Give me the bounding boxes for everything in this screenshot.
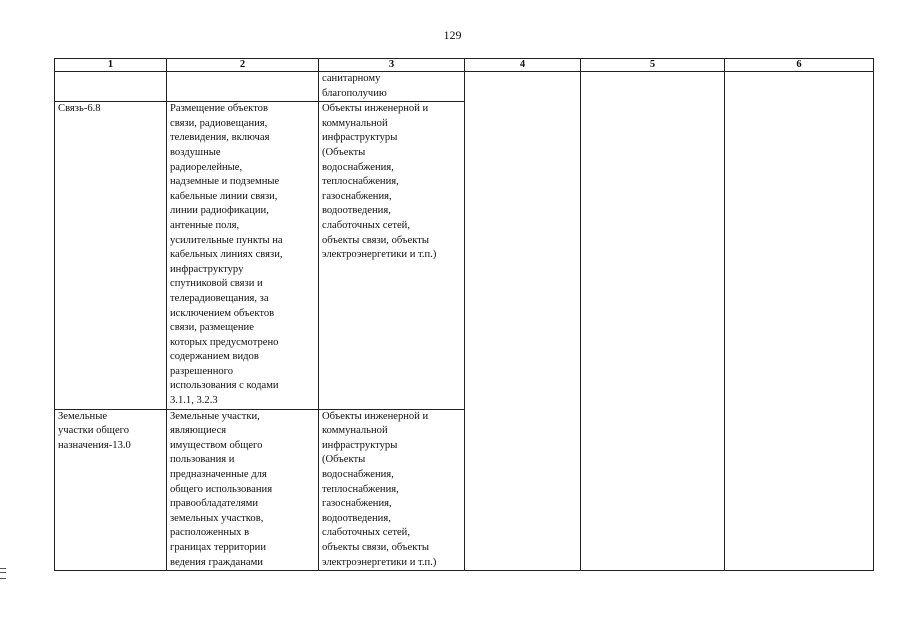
table-cell [319, 72, 465, 102]
header-row [55, 59, 874, 72]
col-header-1: 1 [55, 59, 167, 72]
table-cell-description [167, 102, 319, 409]
table-cell-objects [319, 102, 465, 409]
col-header-4: 4 [465, 59, 581, 72]
col-header-2: 2 [167, 59, 319, 72]
col-header-6: 6 [725, 59, 874, 72]
cell-text: Связь-6.8 [58, 103, 101, 115]
table-cell [55, 72, 167, 102]
cell-text: Объекты инженерной и коммунальной инфраструктуры (Объекты водоснабжения, теплоснабжения, газоснабжения, водоотведения, слаботочных сетей, объекты связи, объекты электроэнергетики и т.п.) [322, 410, 437, 568]
table-cell-col5 [581, 72, 725, 571]
cell-text: Земельные участки, являющиеся имуществом общего пользования и предназначенные для общего использования правообладателями земельных участков, расположенных в границах территории ведения гражданами [170, 410, 273, 568]
col-header-5: 5 [581, 59, 725, 72]
table-row [55, 72, 874, 102]
cell-text: Размещение объектов связи, радиовещания, телевидения, включая воздушные радиорелейные, надземные и подземные кабельные линии связи, линии радиофикации, антенные поля, усилительные пункты на кабельных линиях связи, инфраструктуру спутниковой связи и телерадиовещания, за исключением объектов связи, размещение которых предусмотрено содержанием видов разрешенного использования с кодами 3.1.1, 3.2.3 [170, 103, 283, 407]
table-cell-type [55, 409, 167, 571]
table-cell-type [55, 102, 167, 409]
table-cell-objects [319, 409, 465, 571]
col-header-3: 3 [319, 59, 465, 72]
scan-edge-mark [0, 568, 6, 579]
table-cell [167, 72, 319, 102]
cell-text: Объекты инженерной и коммунальной инфраструктуры (Объекты водоснабжения, теплоснабжения, газоснабжения, водоотведения, слаботочных сетей, объекты связи, объекты электроэнергетики и т.п.) [322, 103, 437, 261]
cell-text: санитарному благополучию [322, 73, 387, 99]
cell-text: Земельные участки общего назначения-13.0 [58, 410, 131, 451]
land-use-table [54, 58, 874, 571]
table-cell-col6 [725, 72, 874, 571]
table-cell-description [167, 409, 319, 571]
page-number: 129 [443, 28, 462, 42]
table-cell-col4 [465, 72, 581, 571]
